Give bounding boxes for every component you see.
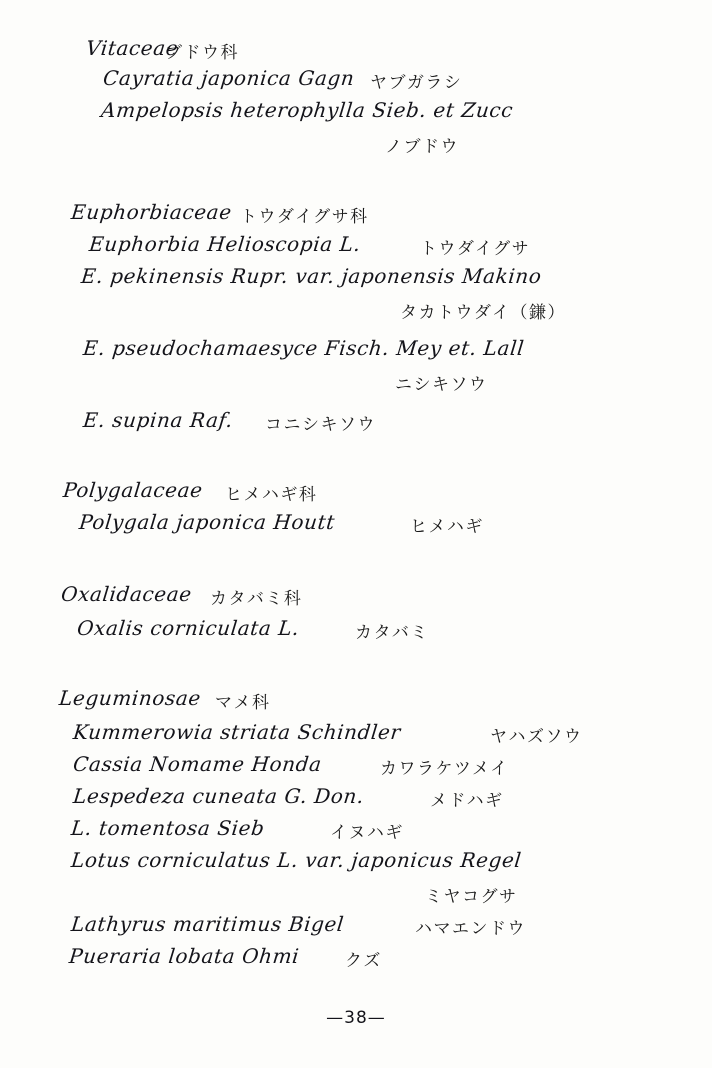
entry-line (0, 510, 712, 536)
japanese-name: カワラケツメイ (380, 759, 509, 779)
species-name: Cayratia japonica Gagn (102, 66, 356, 90)
entry-line (0, 336, 712, 362)
species-name: E. pekinensis Rupr. var. japonensis Makino (80, 264, 543, 288)
family-name: Leguminosae (58, 686, 203, 710)
entry-line (0, 200, 712, 226)
japanese-name: メドハギ (430, 791, 504, 811)
family-name: Oxalidaceae (60, 582, 194, 606)
japanese-name: タカトウダイ（鎌） (400, 303, 566, 323)
species-name: Ampelopsis heterophylla Sieb. et Zucc (100, 98, 515, 122)
entry-line (0, 616, 712, 642)
entry-line (0, 478, 712, 504)
japanese-name-line (0, 296, 712, 322)
entry-line (0, 232, 712, 258)
species-name: Kummerowia striata Schindler (72, 720, 403, 744)
species-name: E. pseudochamaesyce Fisch. Mey et. Lall (82, 336, 526, 360)
entry-line (0, 66, 712, 92)
species-name: Cassia Nomame Honda (72, 752, 324, 776)
japanese-name: ニシキソウ (395, 375, 488, 395)
entry-line (0, 848, 712, 874)
entry-line (0, 720, 712, 746)
species-name: E. supina Raf. (82, 408, 235, 432)
japanese-name: マメ科 (215, 693, 271, 713)
japanese-name: ヒメハギ (410, 517, 484, 537)
entry-line (0, 816, 712, 842)
family-name: Polygalaceae (62, 478, 204, 502)
entry-line (0, 582, 712, 608)
family-name: Vitaceae (85, 36, 180, 60)
species-name: Polygala japonica Houtt (78, 510, 337, 534)
japanese-name-line (0, 880, 712, 906)
japanese-name: トウダイグサ科 (240, 207, 369, 227)
japanese-name: トウダイグサ (420, 239, 531, 259)
species-name: Lespedeza cuneata G. Don. (72, 784, 366, 808)
species-name: L. tomentosa Sieb (70, 816, 266, 840)
japanese-name: クズ (345, 951, 382, 971)
japanese-name: ブドウ科 (165, 43, 239, 63)
species-name: Lathyrus maritimus Bigel (70, 912, 346, 936)
entry-line (0, 408, 712, 434)
japanese-name: コニシキソウ (265, 415, 376, 435)
japanese-name: ミヤコグサ (425, 887, 518, 907)
entry-line (0, 784, 712, 810)
species-name: Euphorbia Helioscopia L. (88, 232, 362, 256)
japanese-name: カタバミ科 (210, 589, 303, 609)
japanese-name-line (0, 130, 712, 156)
entry-line (0, 944, 712, 970)
species-name: Oxalis corniculata L. (76, 616, 301, 640)
japanese-name: ヒメハギ科 (225, 485, 318, 505)
page-number: —38— (326, 1008, 386, 1028)
japanese-name: ノブドウ (385, 137, 459, 157)
family-name: Euphorbiaceae (70, 200, 234, 224)
japanese-name: イヌハギ (330, 823, 404, 843)
japanese-name: ヤブガラシ (370, 73, 463, 93)
japanese-name: ヤハズソウ (490, 727, 583, 747)
japanese-name-line (0, 368, 712, 394)
species-name: Lotus corniculatus L. var. japonicus Regel (70, 848, 523, 872)
entry-line (0, 912, 712, 938)
entry-line (0, 98, 712, 124)
entry-line (0, 686, 712, 712)
entry-line (0, 264, 712, 290)
japanese-name: ハマエンドウ (415, 919, 526, 939)
entry-line (0, 752, 712, 778)
japanese-name: カタバミ (355, 623, 429, 643)
species-name: Pueraria lobata Ohmi (68, 944, 301, 968)
entry-line (0, 36, 712, 62)
